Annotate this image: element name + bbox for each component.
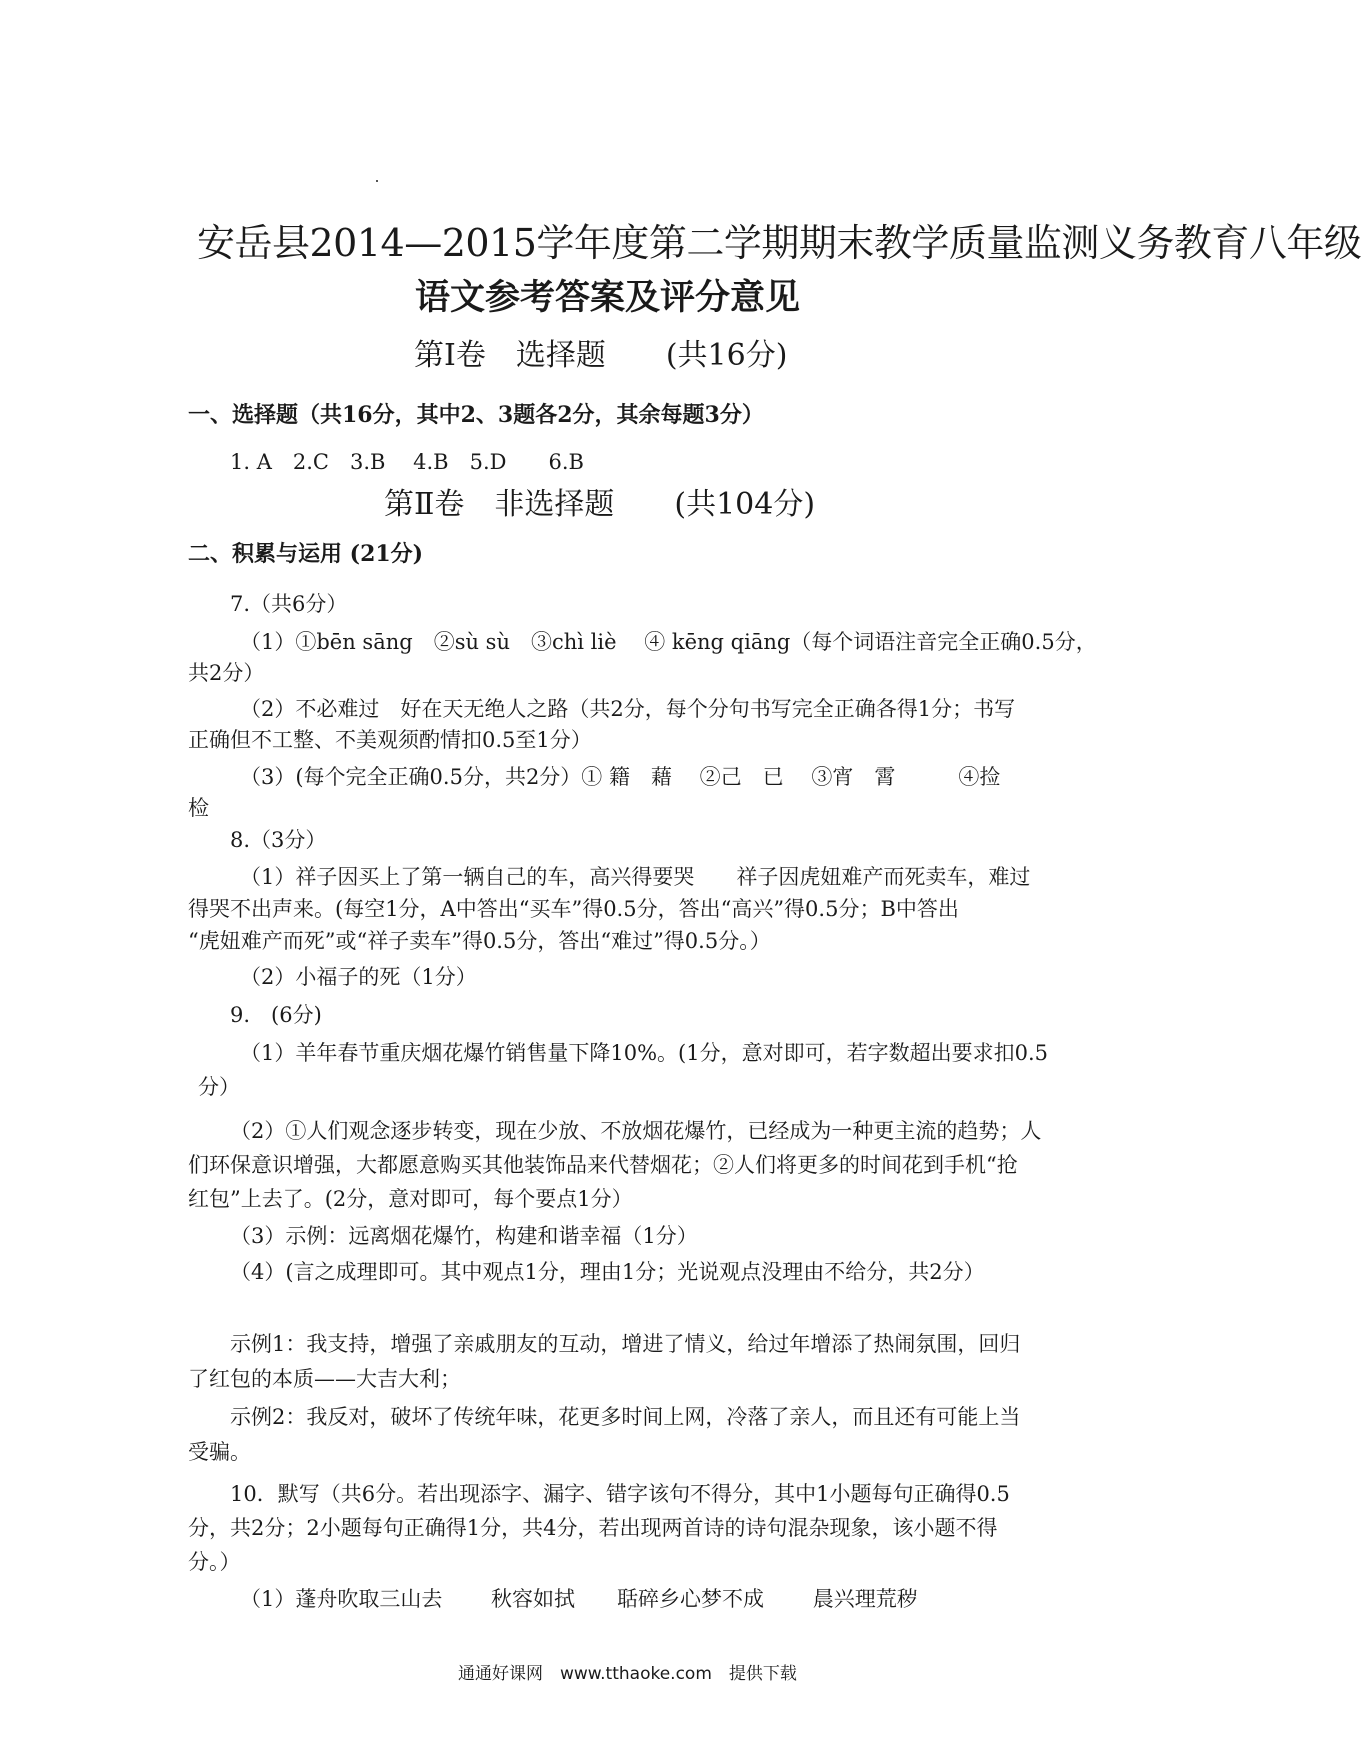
q8-s1-line1: （1）祥子因买上了第一辆自己的车，高兴得要哭 祥子因虎妞难产而死卖车，难过 <box>240 865 1031 889</box>
q9-heading: 9. (6分) <box>230 1003 322 1027</box>
footer-source: 通通好课网 www.tthaoke.com 提供下载 <box>458 1664 797 1684</box>
q8-s1-line2: 得哭不出声来。(每空1分，A中答出“买车”得0.5分，答出“高兴”得0.5分；B中答出 <box>188 897 959 921</box>
q7-heading: 7.（共6分） <box>230 592 348 616</box>
q9-s4: （4）(言之成理即可。其中观点1分，理由1分；光说观点没理由不给分，共2分） <box>230 1260 985 1284</box>
part1-heading: 第Ⅰ卷 选择题 (共16分) <box>414 338 788 373</box>
q7-s1-line2: 共2分） <box>188 661 265 685</box>
document-subtitle: 语文参考答案及评分意见 <box>415 277 801 318</box>
q9-example1-line2: 了红包的本质——大吉大利； <box>188 1367 461 1391</box>
q9-s2-line3: 红包”上去了。(2分，意对即可，每个要点1分） <box>188 1187 633 1211</box>
q7-s3-line1: （3）(每个完全正确0.5分，共2分）① 籍 藉 ②己 已 ③宵 霄 ④捡 <box>240 765 1001 789</box>
q7-s3-line2: 检 <box>188 796 209 820</box>
q8-s1-line3: “虎妞难产而死”或“祥子卖车”得0.5分，答出“难过”得0.5分。） <box>188 929 771 953</box>
q9-s1-line2: 分） <box>198 1075 240 1099</box>
q10-line3: 分。） <box>188 1550 241 1574</box>
q9-s1-line1: （1）羊年春节重庆烟花爆竹销售量下降10%。(1分，意对即可，若字数超出要求扣0.5 <box>240 1041 1048 1065</box>
q9-s2-line2: 们环保意识增强，大都愿意购买其他装饰品来代替烟花；②人们将更多的时间花到手机“抢 <box>188 1153 1018 1177</box>
q7-s1-line1: （1）①bēn sāng ②sù sù ③chì liè ④ kēng qiāng（每个词语注音完全正确0.5分， <box>240 630 1097 654</box>
scan-speck <box>376 180 378 182</box>
section-one-heading: 一、选择题（共16分，其中2、3题各2分，其余每题3分） <box>188 402 764 428</box>
section-two-heading: 二、积累与运用 (21分) <box>188 541 424 567</box>
q9-example1-line1: 示例1：我支持，增强了亲戚朋友的互动，增进了情义，给过年增添了热闹氛围，回归 <box>230 1332 1021 1356</box>
q9-example2-line2: 受骗。 <box>188 1440 251 1464</box>
q7-s2-line1: （2）不必难过 好在天无绝人之路（共2分，每个分句书写完全正确各得1分；书写 <box>240 697 1016 721</box>
q8-heading: 8.（3分） <box>230 828 327 852</box>
document-title: 安岳县2014—2015学年度第二学期期末教学质量监测义务教育八年级 <box>197 221 1361 265</box>
q9-s2-line1: （2）①人们观念逐步转变，现在少放、不放烟花爆竹，已经成为一种更主流的趋势；人 <box>230 1119 1042 1143</box>
q10-s1: （1）蓬舟吹取三山去 秋容如拭 聒碎乡心梦不成 晨兴理荒秽 <box>240 1587 918 1611</box>
q10-line2: 分，共2分；2小题每句正确得1分，共4分，若出现两首诗的诗句混杂现象，该小题不得 <box>188 1516 998 1540</box>
q10-line1: 10．默写（共6分。若出现添字、漏字、错字该句不得分，其中1小题每句正确得0.5 <box>230 1482 1010 1506</box>
q8-s2: （2）小福子的死（1分） <box>240 965 477 989</box>
choice-answers: 1. A 2.C 3.B 4.B 5.D 6.B <box>230 450 584 474</box>
part2-heading: 第Ⅱ卷 非选择题 (共104分) <box>384 487 816 522</box>
q9-example2-line1: 示例2：我反对，破坏了传统年味，花更多时间上网，冷落了亲人，而且还有可能上当 <box>230 1405 1021 1429</box>
q7-s2-line2: 正确但不工整、不美观须酌情扣0.5至1分） <box>188 728 592 752</box>
q9-s3: （3）示例：远离烟花爆竹，构建和谐幸福（1分） <box>230 1224 698 1248</box>
